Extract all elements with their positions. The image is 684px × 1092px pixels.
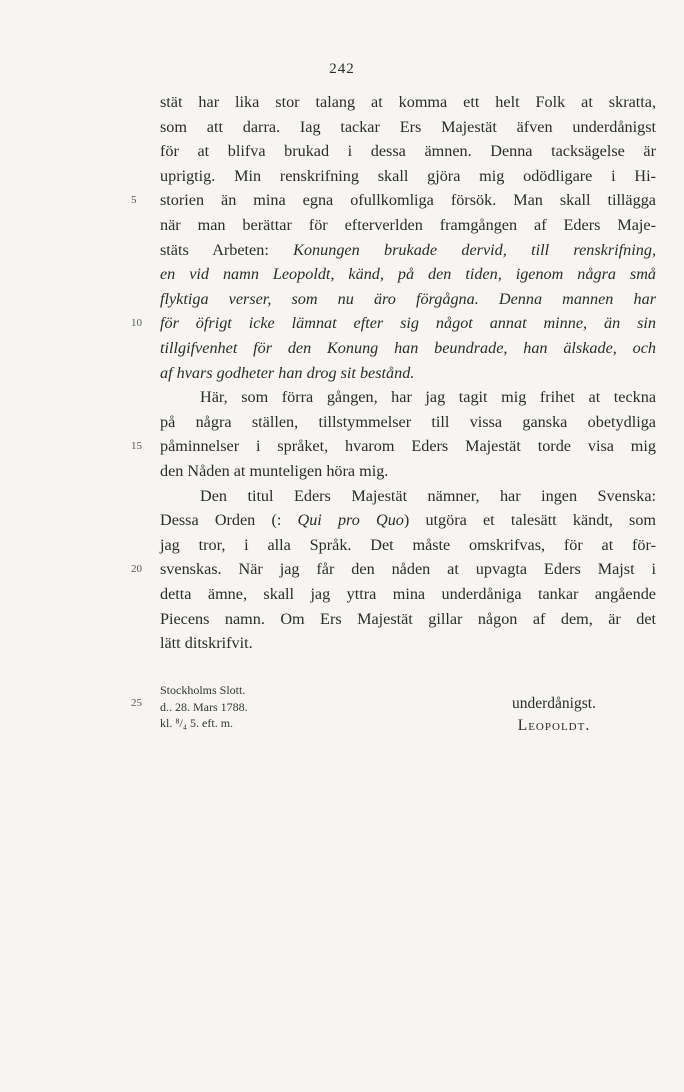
italic-text-segment: Konungen brukade dervid, till renskrifning, [293, 240, 656, 259]
text-line: påminnelser i språket, hvarom Eders Majestät torde visa mig [160, 437, 656, 456]
page-number: 242 [329, 61, 355, 77]
italic-text-segment: af hvars godheter han drog sit bestånd. [160, 363, 415, 382]
text-line [160, 361, 656, 386]
italic-text-segment: en vid namn Leopoldt, känd, på den tiden, igenom några små [160, 265, 656, 284]
signature-place-date [131, 682, 248, 732]
italic-text-segment: flyktiga verser, som nu äro förgågna. Denna mannen har [160, 289, 656, 308]
italic-text-segment: för öfrigt icke lämnat efter sig något annat minne, än sin [160, 314, 656, 333]
text-line: för at blifva brukad i dessa ämnen. Denna tacksägelse är [160, 142, 656, 161]
text-line: den Nåden at munteligen höra mig. [160, 462, 389, 480]
signature-date: d.. 28. Mars 1788. [160, 699, 248, 714]
text-segment: Dessa Orden (: [160, 511, 298, 530]
text-segment: ) utgöra et talesätt kändt, som [403, 511, 657, 530]
signature-closing: underdånigst. [512, 695, 596, 712]
line-number: 20 [131, 563, 142, 576]
line-number: 25 [131, 696, 142, 709]
signature-closing-block [512, 693, 596, 737]
text-line [160, 287, 656, 312]
text-line: storien än mina egna ofullkomliga försök. Man skall tillägga [160, 191, 656, 210]
text-line: Piecens namn. Om Ers Majestät gillar någon af dem, är det [160, 609, 656, 628]
line-number: 15 [131, 440, 142, 453]
italic-text-segment: Qui pro Quo [297, 511, 404, 530]
text-line [160, 311, 656, 336]
italic-text-segment: tillgifvenhet för den Konung han beundrade, han älskade, och [160, 339, 656, 357]
text-line: svenskas. När jag får den nåden at upvagta Eders Majst i [160, 560, 656, 579]
text-line [160, 238, 656, 263]
text-line [160, 336, 656, 361]
text-line: uprigtig. Min renskrifning skall gjöra mig odödligare i Hi- [160, 166, 656, 185]
text-line [160, 262, 656, 287]
text-line: på några ställen, tillstymmelser till vissa ganska obetydliga [160, 412, 656, 431]
signature-time: kl. ⁸/₄ 5. eft. m. [160, 716, 234, 730]
line-number: 10 [131, 317, 142, 330]
text-line: jag tror, i alla Språk. Det måste omskrifvas, för at för- [160, 535, 656, 554]
text-line: Här, som förra gången, har jag tagit mig frihet at teckna [200, 388, 656, 407]
text-line: lätt ditskrifvit. [160, 634, 253, 653]
text-line: när man berättar för efterverlden framgången af Eders Maje- [160, 216, 656, 234]
signature-place: Stockholms Slott. [160, 683, 246, 697]
text-line: detta ämne, skall jag yttra mina underdåniga tankar angående [160, 585, 656, 603]
text-line: stät har lika stor talang at komma ett helt Folk at skratta, [160, 93, 656, 111]
text-line: Den titul Eders Majestät nämner, har ingen Svenska: [200, 486, 656, 505]
text-segment: stäts Arbeten: [160, 240, 294, 259]
text-line: som att darra. Iag tackar Ers Majestät äfven underdånigst [160, 117, 656, 136]
signature-name: Leopoldt. [517, 717, 591, 734]
text-line [160, 508, 656, 533]
line-number: 5 [131, 194, 137, 207]
